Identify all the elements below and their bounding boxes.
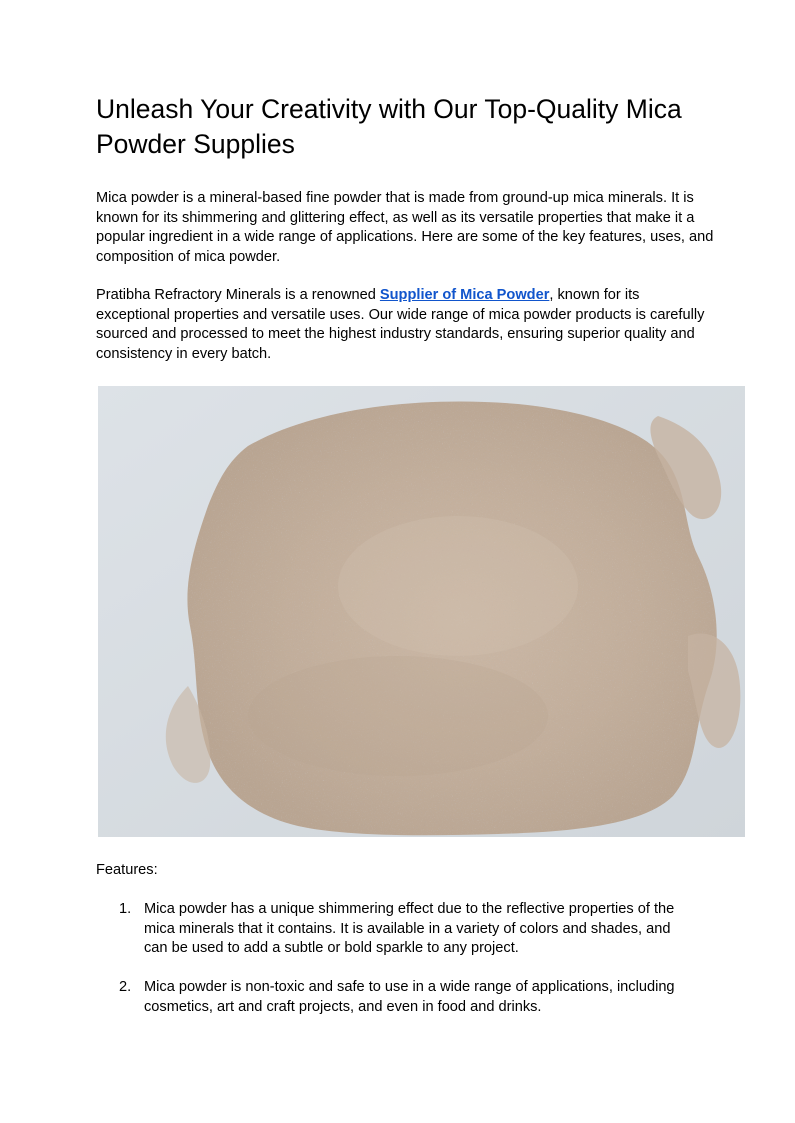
feature-number: 1. [119, 901, 132, 917]
intro-paragraph: Mica powder is a mineral-based fine powder that is made from ground-up mica minerals. It is known for its shimmering and glittering effect, as well as its versatile properties that make it a popular ingredient in a wide range of applications. Here are some of the key features, uses, and composition of mica powder. [96, 190, 714, 265]
mica-powder-photo [98, 386, 745, 837]
page-title: Unleash Your Creativity with Our Top-Quality Mica Powder Supplies [96, 94, 682, 159]
mica-powder-pile-image [98, 386, 745, 837]
supplier-text-after: , known for its exceptional properties and versatile uses. Our wide range of mica powder products is carefully sourced and processed to meet the highest industry standards, ensuring superior quality and consistency in every batch. [96, 287, 705, 362]
supplier-of-mica-powder-link[interactable]: Supplier of Mica Powder [379, 287, 550, 303]
supplier-text-before: Pratibha Refractory Minerals is a renowned [96, 287, 380, 303]
features-list [96, 900, 696, 1037]
supplier-paragraph [96, 286, 716, 364]
feature-item [96, 900, 696, 959]
feature-item [96, 978, 696, 1017]
feature-text: Mica powder has a unique shimmering effect due to the reflective properties of the mica minerals that it contains. It is available in a variety of colors and shades, and can be used to add a subtle or bold sparkle to any project. [144, 901, 675, 956]
feature-text: Mica powder is non-toxic and safe to use in a wide range of applications, including cosmetics, art and craft projects, and even in food and drinks. [144, 979, 675, 1015]
feature-number: 2. [119, 979, 132, 995]
features-heading: Features: [96, 862, 158, 878]
